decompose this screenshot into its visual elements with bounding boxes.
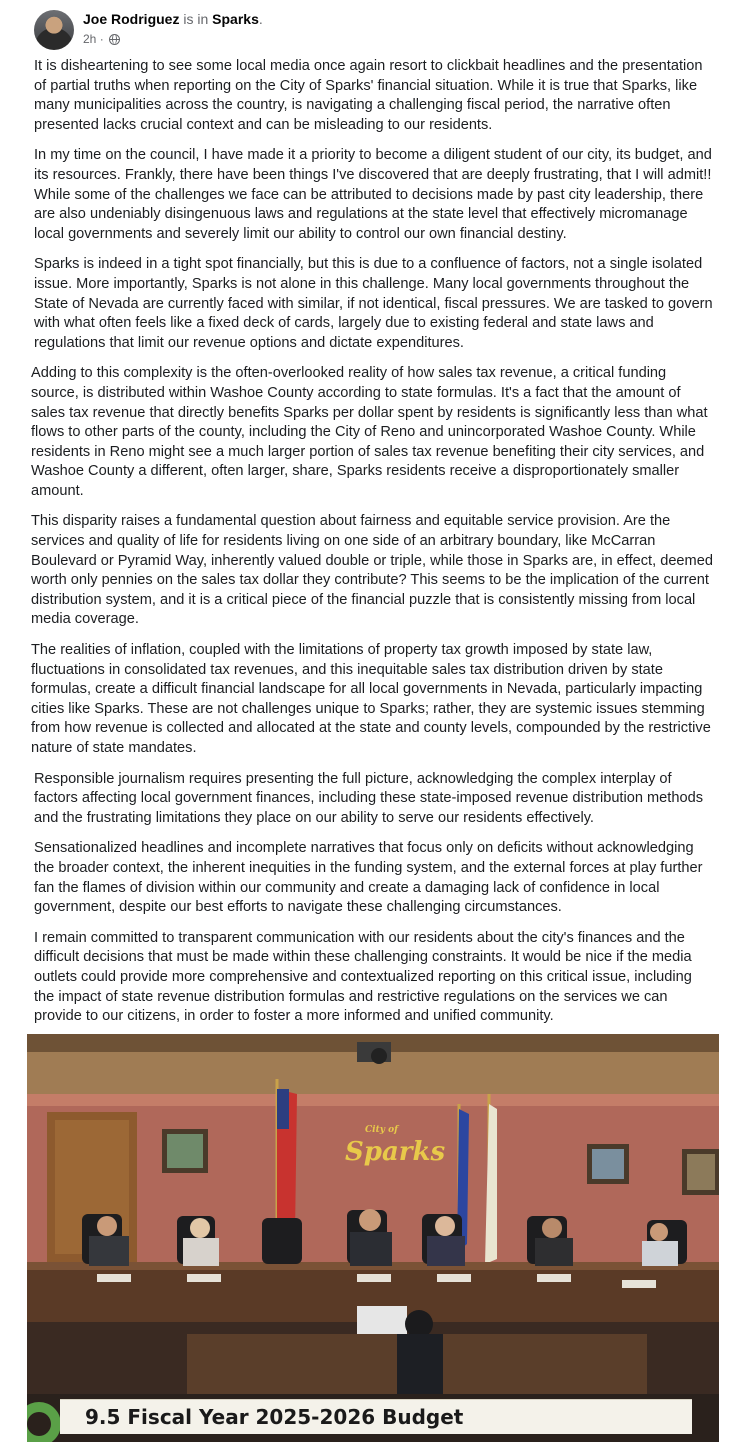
logo-small-text: City of (365, 1125, 398, 1135)
post-paragraph-8: Sensationalized headlines and incomplete narratives that focus only on deficits without acknowledging the broader context, the inherent inequities in the funding system, and the external forces at play further fan the flames of division within our community and create a damaging lack of confidence in local government, despite our best efforts to navigate these challenging circumstances. (34, 840, 703, 916)
post-header (34, 10, 734, 50)
meta-separator: · (99, 32, 104, 46)
post-text (31, 57, 714, 1038)
location-link[interactable]: Sparks (212, 11, 259, 27)
post-paragraph-1: It is disheartening to see some local media once again resort to clickbait headlines and the presentation of partial truths when reporting on the City of Sparks' financial situation. While it is true that Sparks, like many municipalities across the country, is navigating a challenging fiscal period, the narrative often presented lacks crucial context and can be misleading to our residents. (34, 58, 703, 133)
council-chamber-image (27, 1034, 719, 1442)
post-paragraph-3: Sparks is indeed in a tight spot financially, but this is due to a confluence of factors, not a single isolated issue. More importantly, Sparks is not alone in this challenge. Many local governments throughout the State of Nevada are currently faced with similar, if not identical, fiscal pressures. We are tasked to govern with what often feels like a fixed deck of cards, largely due to existing federal and state laws and regulations that limit our revenue options and dictate expenditures. (34, 256, 713, 351)
post-photo[interactable] (27, 1034, 719, 1442)
post-meta (83, 32, 120, 46)
globe-icon[interactable] (109, 34, 120, 45)
post-paragraph-7: Responsible journalism requires presenting the full picture, acknowledging the complex interplay of factors affecting local government finances, including these state-imposed revenue distribution methods and the frustrating limitations they place on our ability to serve our residents effectively. (34, 770, 703, 826)
post-paragraph-2: In my time on the council, I have made it a priority to become a diligent student of our city, its budget, and its resources. Frankly, there have been things I've discovered that are deeply frustrating, that I will admit!! While some of the challenges we face can be attributed to decisions made by past city leadership, there are also undeniably disingenuous laws and regulations at the state level that effectively micromanage local governments and severely limit our ability to control our own financial destiny. (34, 147, 712, 242)
author-avatar[interactable] (34, 10, 74, 50)
is-in-text: is in (183, 11, 209, 27)
post-timestamp[interactable]: 2h (83, 32, 97, 46)
post-paragraph-9: I remain committed to transparent communication with our residents about the city's finances and the difficult decisions that must be made within these challenging constraints. It would be nice if the media outlets could provide more comprehensive and contextualized reporting on this critical issue, including the impact of state revenue distribution formulas and restrictive regulations on the services we can provide to our citizens, in order to foster a more informed and unified community. (34, 929, 692, 1025)
logo-name-text: Sparks (345, 1137, 446, 1167)
author-name[interactable]: Joe Rodriguez (83, 11, 180, 27)
post-paragraph-5: This disparity raises a fundamental question about fairness and equitable service provision. Are the services and quality of life for residents living on one side of an arbitrary boundary, like McCarran Boulevard or Pyramid Way, inherently valued double or triple, while those in Sparks are, in effect, deemed worth only pennies on the sales tax dollar they contribute? This seems to be the implication of the current distribution system, and it is a critical piece of the financial puzzle that is consistently missing from local media coverage. (31, 513, 713, 628)
post-paragraph-6: The realities of inflation, coupled with the limitations of property tax growth imposed by state law, fluctuations in consolidated tax revenues, and this inequitable sales tax distribution driven by state formulas, create a difficult financial landscape for all local governments in Nevada, particularly impacting cities like Sparks. These are not challenges unique to Sparks; rather, they are systemic issues stemming from how revenue is collected and allocated at the state and county levels, compounded by the restrictive nature of state mandates. (31, 642, 711, 756)
post-paragraph-4: Adding to this complexity is the often-overlooked reality of how sales tax revenue, a critical funding source, is distributed within Washoe County according to state formulas. It's a fact that the amount of sales tax revenue that directly benefits Sparks per dollar spent by residents is significantly less than what flows to other parts of the county, including the City of Reno and unincorporated Washoe County. While residents in Reno might see a much larger portion of sales tax revenue benefiting their city services, and Washoe County a different, often larger, share, Sparks residents receive a disproportionately smaller amount. (31, 365, 708, 499)
photo-caption: 9.5 Fiscal Year 2025-2026 Budget (85, 1405, 464, 1429)
location-suffix: . (258, 11, 263, 27)
author-line (83, 11, 263, 27)
